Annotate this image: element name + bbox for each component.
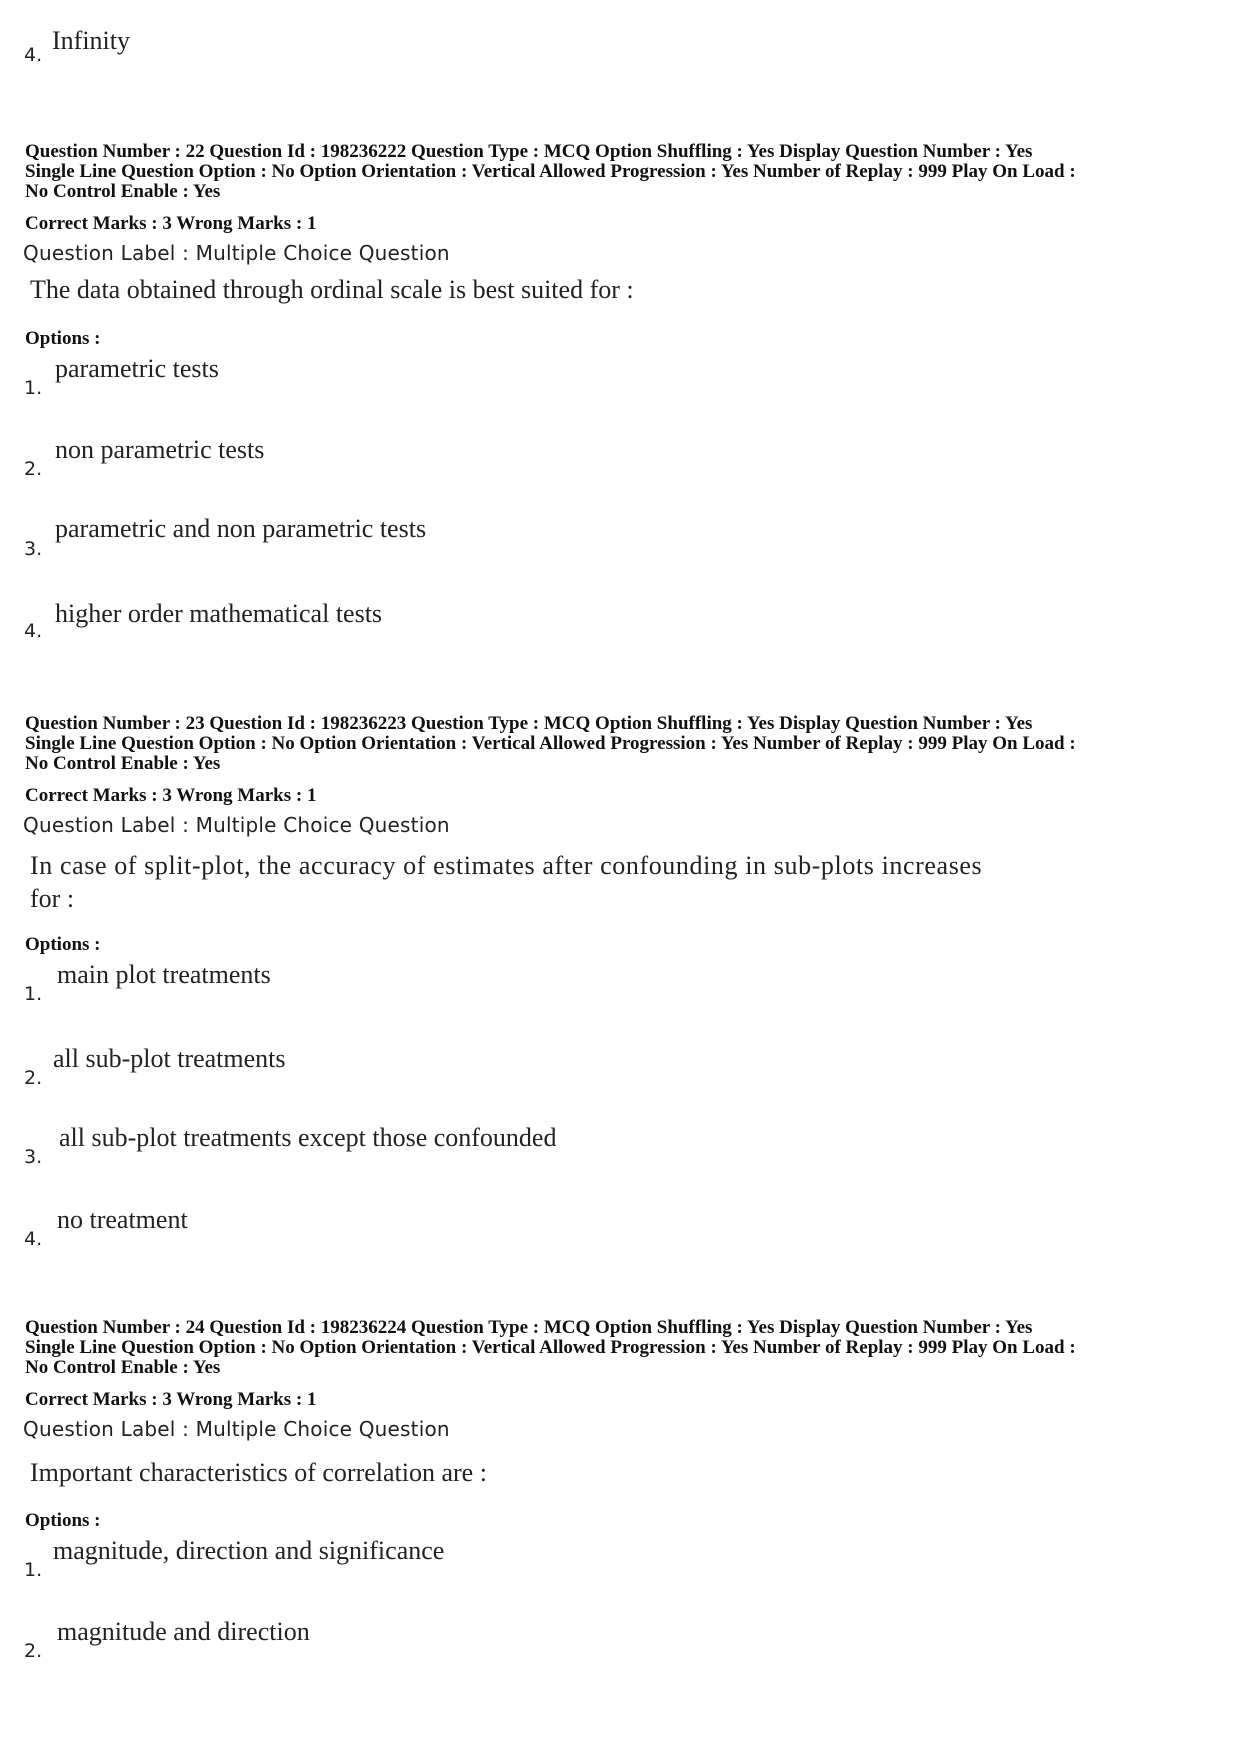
- meta-line: No Control Enable : Yes: [25, 1357, 221, 1378]
- question-marks: Correct Marks : 3 Wrong Marks : 1: [25, 213, 317, 234]
- question-label: Question Label : Multiple Choice Question: [23, 1417, 450, 1441]
- meta-line: Question Number : 23 Question Id : 198236223 Question Type : MCQ Option Shuffling : Yes Display Question Number : Yes: [25, 713, 1033, 734]
- meta-line: Single Line Question Option : No Option Orientation : Vertical Allowed Progression : Yes Number of Replay : 999 Play On Load :: [25, 733, 1076, 754]
- question-text-line: In case of split-plot, the accuracy of estimates after confounding in sub-plots increases: [30, 851, 983, 880]
- question-text: Important characteristics of correlation are :: [30, 1458, 487, 1487]
- question-label: Question Label : Multiple Choice Question: [23, 813, 450, 837]
- question-text: The data obtained through ordinal scale is best suited for :: [30, 275, 634, 304]
- option-number: 2.: [24, 1067, 43, 1089]
- option-number: 4.: [24, 620, 43, 642]
- option-number: 1.: [24, 377, 43, 399]
- options-header: Options :: [25, 1510, 101, 1531]
- option-number: 2.: [24, 1640, 43, 1662]
- question-label: Question Label : Multiple Choice Question: [23, 241, 450, 265]
- meta-line: Question Number : 24 Question Id : 198236224 Question Type : MCQ Option Shuffling : Yes Display Question Number : Yes: [25, 1317, 1033, 1338]
- question-meta: [25, 142, 1225, 202]
- option-text[interactable]: magnitude, direction and significance: [53, 1536, 445, 1565]
- option-text[interactable]: parametric and non parametric tests: [55, 514, 427, 543]
- option-number: 1.: [24, 1559, 43, 1581]
- option-number: 4.: [24, 1228, 43, 1250]
- meta-line: No Control Enable : Yes: [25, 181, 221, 202]
- option-text[interactable]: non parametric tests: [55, 435, 265, 464]
- option-number: 2.: [24, 458, 43, 480]
- option-number: 4.: [24, 44, 43, 66]
- option-text[interactable]: parametric tests: [55, 354, 219, 383]
- meta-line: Single Line Question Option : No Option Orientation : Vertical Allowed Progression : Yes Number of Replay : 999 Play On Load :: [25, 1337, 1076, 1358]
- option-text[interactable]: higher order mathematical tests: [55, 599, 383, 628]
- question-meta: [25, 1318, 1225, 1378]
- option-text[interactable]: main plot treatments: [57, 960, 271, 989]
- meta-line: No Control Enable : Yes: [25, 753, 221, 774]
- option-number: 1.: [24, 983, 43, 1005]
- option-text[interactable]: all sub-plot treatments except those confounded: [59, 1123, 557, 1152]
- option-text[interactable]: no treatment: [57, 1205, 188, 1234]
- question-marks: Correct Marks : 3 Wrong Marks : 1: [25, 785, 317, 806]
- option-text[interactable]: magnitude and direction: [57, 1617, 310, 1646]
- question-text: [30, 849, 982, 915]
- option-number: 3.: [24, 538, 43, 560]
- meta-line: Question Number : 22 Question Id : 198236222 Question Type : MCQ Option Shuffling : Yes Display Question Number : Yes: [25, 141, 1033, 162]
- option-text[interactable]: all sub-plot treatments: [53, 1044, 286, 1073]
- option-text: Infinity: [52, 26, 130, 55]
- meta-line: Single Line Question Option : No Option Orientation : Vertical Allowed Progression : Yes Number of Replay : 999 Play On Load :: [25, 161, 1076, 182]
- question-text-line: for :: [30, 884, 75, 913]
- question-meta: [25, 714, 1225, 774]
- question-marks: Correct Marks : 3 Wrong Marks : 1: [25, 1389, 317, 1410]
- options-header: Options :: [25, 328, 101, 349]
- options-header: Options :: [25, 934, 101, 955]
- option-number: 3.: [24, 1146, 43, 1168]
